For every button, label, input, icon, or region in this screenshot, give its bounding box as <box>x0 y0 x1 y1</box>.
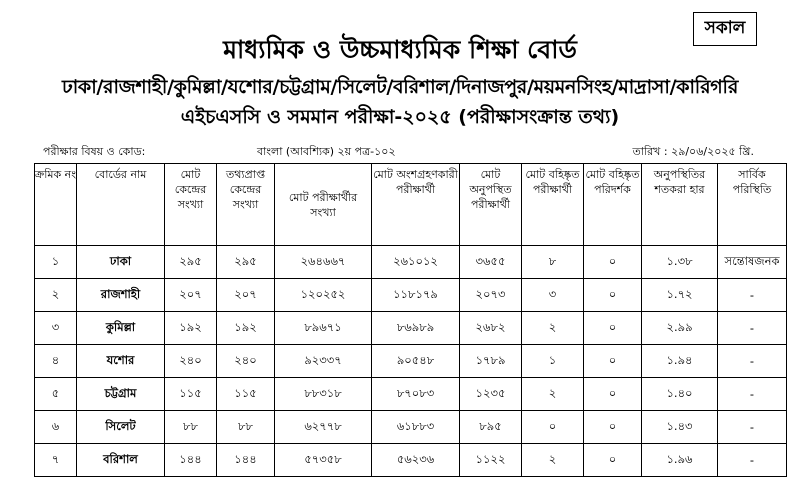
cell-reported: ২০৭ <box>217 279 275 312</box>
cell-present: ৫৬২৩৬ <box>372 444 460 477</box>
cell-total: ৮৮৩১৮ <box>275 378 372 411</box>
cell-invigilators: ০ <box>584 345 642 378</box>
cell-absent: ১১২২ <box>460 444 522 477</box>
cell-reported: ১৪৪ <box>217 444 275 477</box>
page-title: মাধ্যমিক ও উচ্চমাধ্যমিক শিক্ষা বোর্ড <box>223 35 577 64</box>
cell-status: - <box>718 378 787 411</box>
cell-invigilators: ০ <box>584 312 642 345</box>
column-header: মোট অনুপস্থিত পরীক্ষার্থী <box>460 164 522 246</box>
cell-total: ১২০২৫২ <box>275 279 372 312</box>
cell-serial: ২ <box>35 279 77 312</box>
cell-centers: ১১৫ <box>165 378 217 411</box>
cell-absent-pct: ১.৩৮ <box>642 246 718 279</box>
cell-absent-pct: ১.৪০ <box>642 378 718 411</box>
cell-centers: ১৪৪ <box>165 444 217 477</box>
cell-absent: ১২৩৫ <box>460 378 522 411</box>
cell-absent-pct: ২.৯৯ <box>642 312 718 345</box>
cell-board: চট্টগ্রাম <box>77 378 165 411</box>
cell-present: ৯০৫৪৮ <box>372 345 460 378</box>
cell-invigilators: ০ <box>584 411 642 444</box>
cell-absent-pct: ১.৪৩ <box>642 411 718 444</box>
table-row <box>35 279 787 312</box>
cell-invigilators: ০ <box>584 378 642 411</box>
subject-label: পরীক্ষার বিষয় ও কোড: <box>43 145 146 158</box>
cell-status: - <box>718 411 787 444</box>
cell-status: সন্তোষজনক <box>718 246 787 279</box>
cell-centers: ৮৮ <box>165 411 217 444</box>
report-date: তারিখ : ২৯/০৬/২০২৫ খ্রি. <box>632 145 754 158</box>
column-header: মোট পরীক্ষার্থীর সংখ্যা <box>275 164 372 246</box>
cell-expelled: ২ <box>522 444 584 477</box>
cell-centers: ২৯৫ <box>165 246 217 279</box>
cell-reported: ১৯২ <box>217 312 275 345</box>
cell-expelled: ৮ <box>522 246 584 279</box>
cell-serial: ১ <box>35 246 77 279</box>
cell-absent-pct: ১.৯৬ <box>642 444 718 477</box>
cell-reported: ১১৫ <box>217 378 275 411</box>
cell-reported: ২৪০ <box>217 345 275 378</box>
column-header: মোট কেন্দ্রের সংখ্যা <box>165 164 217 246</box>
column-header: সার্বিক পরিস্থিতি <box>718 164 787 246</box>
cell-centers: ২০৭ <box>165 279 217 312</box>
table-row <box>35 411 787 444</box>
column-header: বোর্ডের নাম <box>77 164 165 246</box>
cell-total: ৬২৭৭৮ <box>275 411 372 444</box>
cell-board: যশোর <box>77 345 165 378</box>
cell-total: ৫৭৩৫৮ <box>275 444 372 477</box>
cell-status: - <box>718 444 787 477</box>
cell-status: - <box>718 312 787 345</box>
cell-absent: ৩৬৫৫ <box>460 246 522 279</box>
column-header: ক্রমিক নং <box>35 164 77 246</box>
cell-absent: ১৭৮৯ <box>460 345 522 378</box>
cell-centers: ২৪০ <box>165 345 217 378</box>
boards-list: ঢাকা/রাজশাহী/কুমিল্লা/যশোর/চট্টগ্রাম/সিলেট/বরিশাল/দিনাজপুর/ময়মনসিংহ/মাদ্রাসা/কারিগরি <box>61 76 739 98</box>
table-row <box>35 444 787 477</box>
cell-serial: ৭ <box>35 444 77 477</box>
column-header: তথ্যপ্রাপ্ত কেন্দ্রের সংখ্যা <box>217 164 275 246</box>
cell-invigilators: ০ <box>584 246 642 279</box>
column-header: মোট অংশগ্রহণকারী পরীক্ষার্থী <box>372 164 460 246</box>
subject-value: বাংলা (আবশ্যিক) ২য় পত্র-১০২ <box>257 145 396 158</box>
cell-present: ৮৬৯৮৯ <box>372 312 460 345</box>
cell-expelled: ০ <box>522 411 584 444</box>
cell-status: - <box>718 279 787 312</box>
cell-invigilators: ০ <box>584 279 642 312</box>
table-row <box>35 312 787 345</box>
cell-total: ৯২৩৩৭ <box>275 345 372 378</box>
cell-board: রাজশাহী <box>77 279 165 312</box>
cell-serial: ৬ <box>35 411 77 444</box>
cell-board: কুমিল্লা <box>77 312 165 345</box>
cell-reported: ৮৮ <box>217 411 275 444</box>
cell-reported: ২৯৫ <box>217 246 275 279</box>
cell-present: ৮৭০৮৩ <box>372 378 460 411</box>
cell-board: সিলেট <box>77 411 165 444</box>
cell-expelled: ৩ <box>522 279 584 312</box>
cell-expelled: ১ <box>522 345 584 378</box>
cell-total: ৮৯৬৭১ <box>275 312 372 345</box>
cell-expelled: ২ <box>522 378 584 411</box>
cell-serial: ৩ <box>35 312 77 345</box>
shift-badge: সকাল <box>693 12 757 46</box>
table-row <box>35 246 787 279</box>
column-header: অনুপস্থিতির শতকরা হার <box>642 164 718 246</box>
cell-absent-pct: ১.৯৪ <box>642 345 718 378</box>
cell-absent: ২০৭৩ <box>460 279 522 312</box>
exam-title: এইচএসসি ও সমমান পরীক্ষা-২০২৫ (পরীক্ষাসংক্রান্ত তথ্য) <box>180 106 620 128</box>
cell-absent: ৮৯৫ <box>460 411 522 444</box>
cell-absent: ২৬৮২ <box>460 312 522 345</box>
cell-present: ৬১৮৮৩ <box>372 411 460 444</box>
column-header: মোট বহিষ্কৃত পরিদর্শক <box>584 164 642 246</box>
cell-absent-pct: ১.৭২ <box>642 279 718 312</box>
cell-present: ১১৮১৭৯ <box>372 279 460 312</box>
cell-status: - <box>718 345 787 378</box>
cell-total: ২৬৪৬৬৭ <box>275 246 372 279</box>
table-row <box>35 378 787 411</box>
table-row <box>35 345 787 378</box>
cell-serial: ৫ <box>35 378 77 411</box>
header-row <box>35 164 787 246</box>
cell-expelled: ২ <box>522 312 584 345</box>
cell-serial: ৪ <box>35 345 77 378</box>
cell-centers: ১৯২ <box>165 312 217 345</box>
cell-invigilators: ০ <box>584 444 642 477</box>
cell-board: বরিশাল <box>77 444 165 477</box>
cell-board: ঢাকা <box>77 246 165 279</box>
cell-present: ২৬১০১২ <box>372 246 460 279</box>
results-table <box>34 163 787 477</box>
column-header: মোট বহিষ্কৃত পরীক্ষার্থী <box>522 164 584 246</box>
